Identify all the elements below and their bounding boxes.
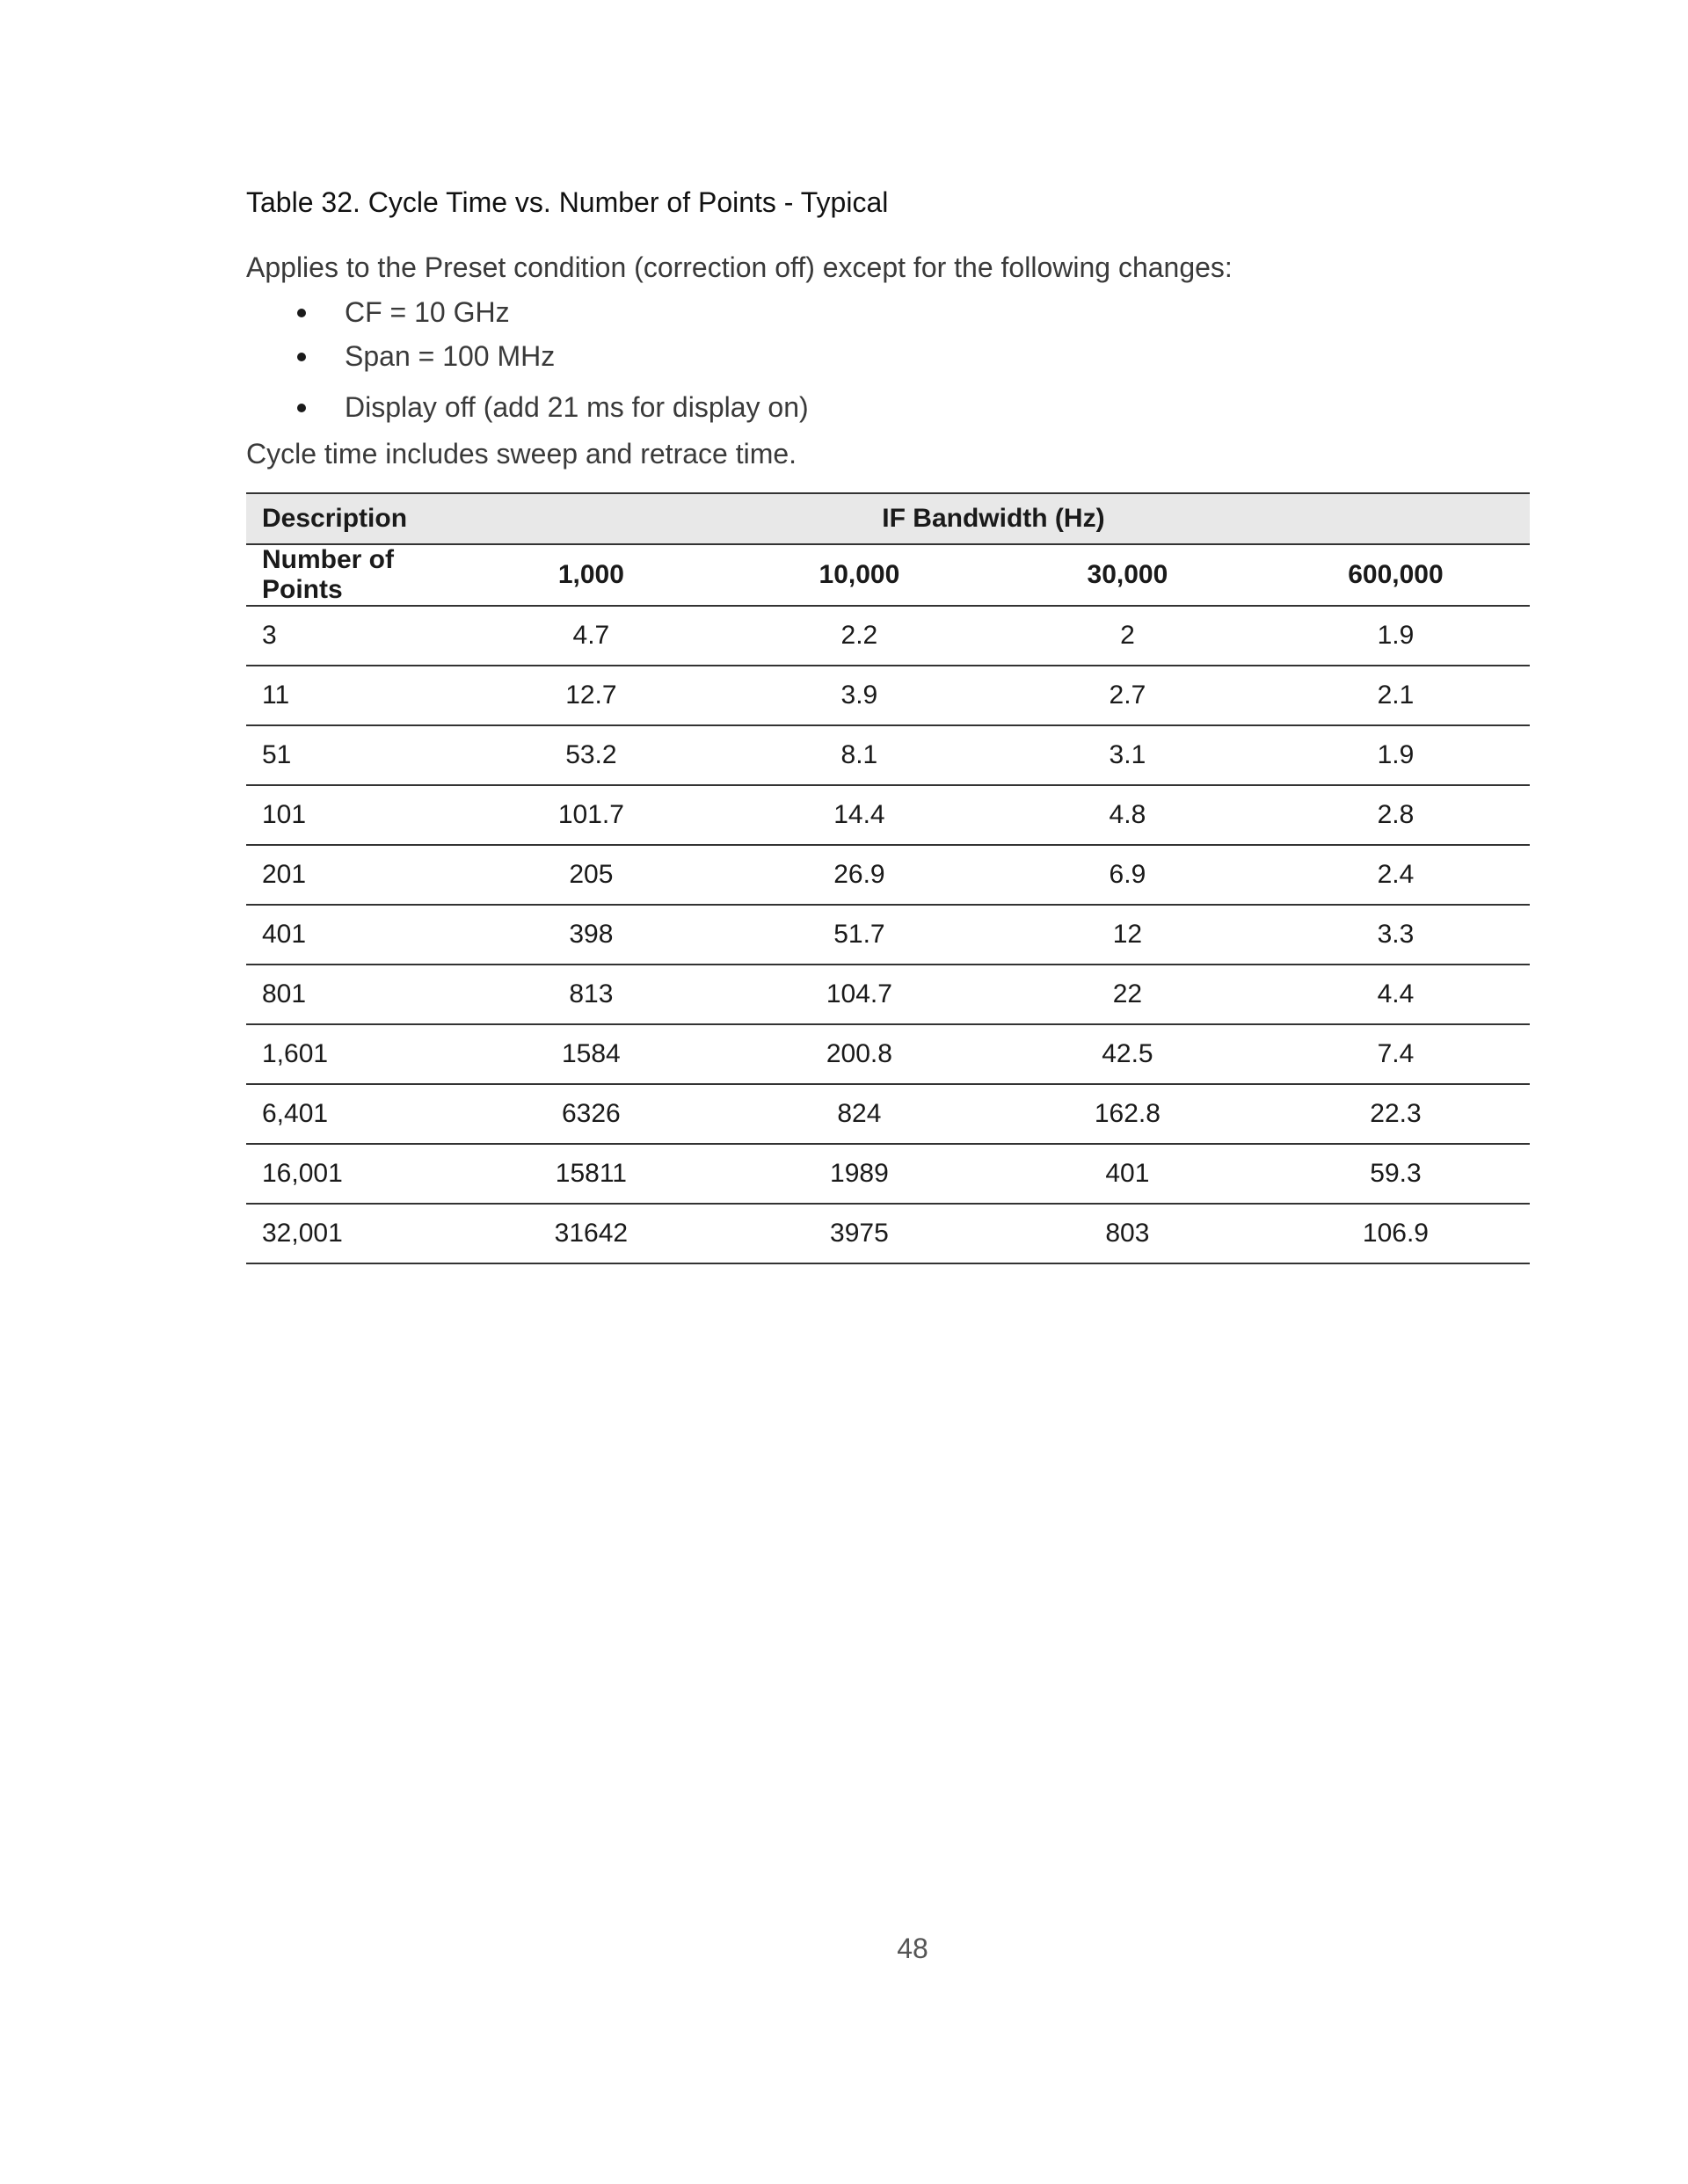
cell-value: 1.9: [1262, 725, 1530, 785]
cell-number-of-points: 1,601: [246, 1024, 457, 1084]
header-col-10000: 10,000: [725, 544, 993, 606]
cycle-time-table: [246, 492, 1530, 1264]
table-row: [246, 1084, 1530, 1144]
cell-value: 12: [993, 905, 1262, 965]
cell-value: 398: [457, 905, 725, 965]
header-description: Description: [246, 493, 457, 544]
cell-number-of-points: 32,001: [246, 1204, 457, 1263]
bullet-icon: [297, 309, 306, 317]
cell-value: 4.7: [457, 606, 725, 666]
cell-value: 12.7: [457, 666, 725, 725]
cell-value: 813: [457, 965, 725, 1024]
cell-value: 7.4: [1262, 1024, 1530, 1084]
table-row: [246, 725, 1530, 785]
header-col-1000: 1,000: [457, 544, 725, 606]
cell-value: 3975: [725, 1204, 993, 1263]
cell-value: 824: [725, 1084, 993, 1144]
cell-number-of-points: 101: [246, 785, 457, 845]
cell-value: 3.3: [1262, 905, 1530, 965]
cell-value: 6.9: [993, 845, 1262, 905]
cell-value: 2.8: [1262, 785, 1530, 845]
page-number: 48: [897, 1933, 928, 1964]
cell-value: 22: [993, 965, 1262, 1024]
cell-value: 51.7: [725, 905, 993, 965]
bullet-icon: [297, 353, 306, 361]
cell-value: 2: [993, 606, 1262, 666]
cell-value: 200.8: [725, 1024, 993, 1084]
table-subheader-row: [246, 544, 1530, 606]
list-item: [246, 385, 1530, 429]
intro-text: Applies to the Preset condition (correction off) except for the following changes:: [246, 251, 1233, 283]
cell-value: 2.2: [725, 606, 993, 666]
cell-number-of-points: 11: [246, 666, 457, 725]
cell-value: 4.4: [1262, 965, 1530, 1024]
cell-number-of-points: 51: [246, 725, 457, 785]
cell-value: 31642: [457, 1204, 725, 1263]
cell-number-of-points: 201: [246, 845, 457, 905]
table-row: [246, 1204, 1530, 1263]
table-row: [246, 1144, 1530, 1204]
cell-value: 59.3: [1262, 1144, 1530, 1204]
note-text: Cycle time includes sweep and retrace time.: [246, 438, 797, 470]
list-item: [246, 334, 1530, 378]
list-item-text: CF = 10 GHz: [345, 296, 510, 328]
cell-value: 53.2: [457, 725, 725, 785]
table-row: [246, 845, 1530, 905]
header-if-bandwidth: IF Bandwidth (Hz): [457, 493, 1530, 544]
cell-value: 42.5: [993, 1024, 1262, 1084]
cell-value: 101.7: [457, 785, 725, 845]
cell-number-of-points: 401: [246, 905, 457, 965]
cell-value: 22.3: [1262, 1084, 1530, 1144]
list-item-text: Span = 100 MHz: [345, 340, 556, 372]
list-item: [246, 290, 1530, 334]
cell-value: 803: [993, 1204, 1262, 1263]
cell-value: 162.8: [993, 1084, 1262, 1144]
cell-value: 4.8: [993, 785, 1262, 845]
cell-number-of-points: 801: [246, 965, 457, 1024]
header-number-of-points: Number of Points: [246, 544, 457, 606]
cell-value: 6326: [457, 1084, 725, 1144]
header-col-30000: 30,000: [993, 544, 1262, 606]
table-row: [246, 1024, 1530, 1084]
table-caption: Table 32. Cycle Time vs. Number of Points - Typical: [246, 186, 889, 218]
table-row: [246, 785, 1530, 845]
cell-number-of-points: 6,401: [246, 1084, 457, 1144]
cell-value: 1.9: [1262, 606, 1530, 666]
cell-value: 3.1: [993, 725, 1262, 785]
cell-value: 401: [993, 1144, 1262, 1204]
cell-value: 1989: [725, 1144, 993, 1204]
cell-value: 205: [457, 845, 725, 905]
cell-value: 26.9: [725, 845, 993, 905]
cell-value: 2.1: [1262, 666, 1530, 725]
cell-value: 2.4: [1262, 845, 1530, 905]
cell-value: 106.9: [1262, 1204, 1530, 1263]
cell-value: 15811: [457, 1144, 725, 1204]
table-body: [246, 606, 1530, 1263]
cell-value: 8.1: [725, 725, 993, 785]
list-item-text: Display off (add 21 ms for display on): [345, 391, 809, 423]
header-col-600000: 600,000: [1262, 544, 1530, 606]
bullet-icon: [297, 404, 306, 412]
table-row: [246, 606, 1530, 666]
table-row: [246, 905, 1530, 965]
conditions-list: [246, 290, 1530, 429]
cell-value: 3.9: [725, 666, 993, 725]
cell-value: 14.4: [725, 785, 993, 845]
document-body: [246, 176, 1530, 1264]
cell-number-of-points: 3: [246, 606, 457, 666]
cell-value: 104.7: [725, 965, 993, 1024]
table-header-row: [246, 493, 1530, 544]
cell-number-of-points: 16,001: [246, 1144, 457, 1204]
table-row: [246, 965, 1530, 1024]
cell-value: 2.7: [993, 666, 1262, 725]
cell-value: 1584: [457, 1024, 725, 1084]
table-row: [246, 666, 1530, 725]
